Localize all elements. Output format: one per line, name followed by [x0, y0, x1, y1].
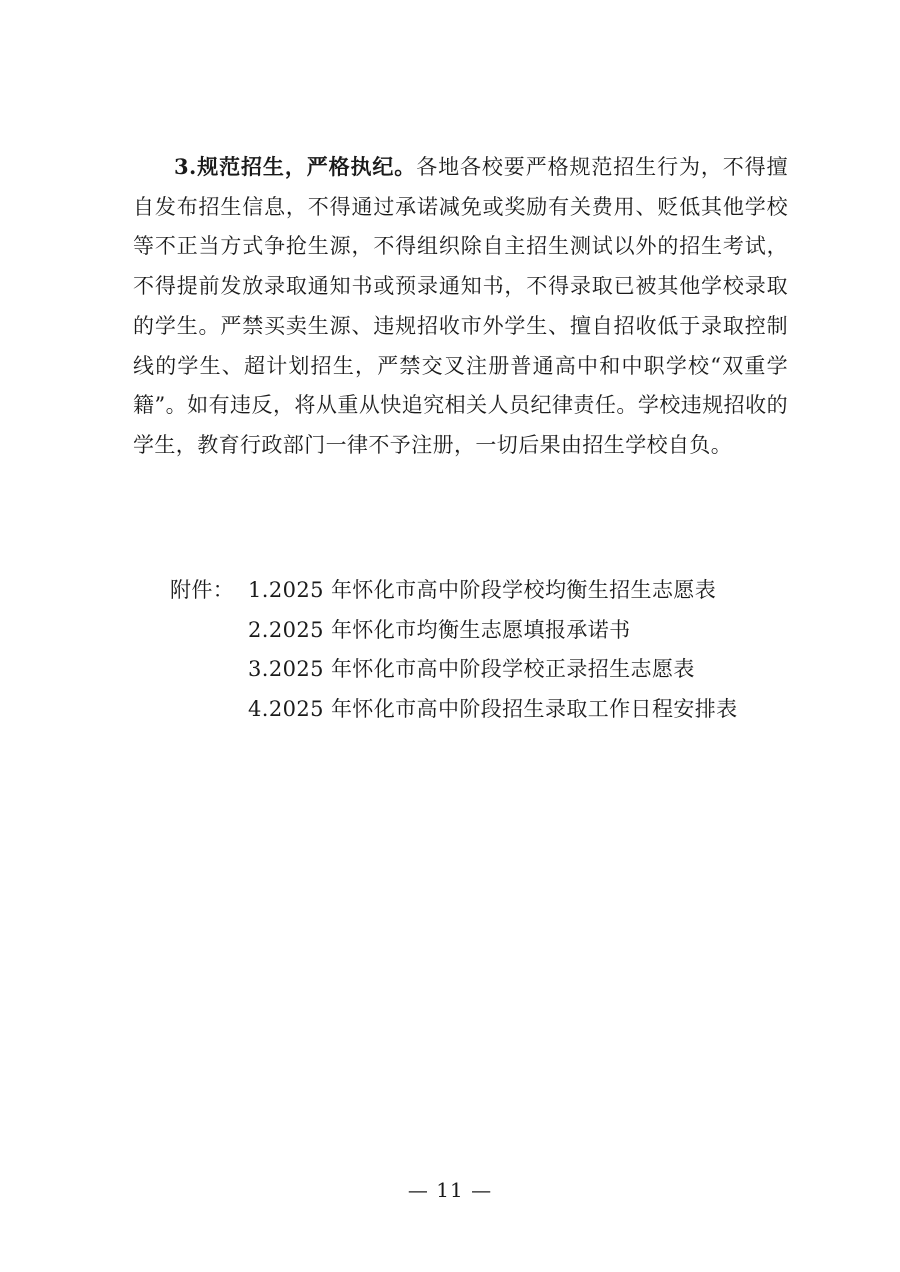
- regulation-paragraph: [133, 147, 788, 466]
- attachment-item-4: 4.2025 年怀化市高中阶段招生录取工作日程安排表: [248, 697, 738, 722]
- attachment-item-2: 2.2025 年怀化市均衡生志愿填报承诺书: [248, 617, 631, 642]
- attachment-row: [170, 650, 810, 690]
- attachment-row: [170, 611, 810, 651]
- page-number: — 11 —: [407, 1178, 493, 1202]
- attachment-item-1: 1.2025 年怀化市高中阶段学校均衡生招生志愿表: [248, 578, 717, 602]
- attachment-item-3: 3.2025 年怀化市高中阶段学校正录招生志愿表: [248, 657, 695, 682]
- paragraph-body: 各地各校要严格规范招生行为，不得擅自发布招生信息，不得通过承诺减免或奖励有关费用、贬低其他学校等不正当方式争抢生源，不得组织除自主招生测试以外的招生考试，不得提前发放录取通知书或预录通知书，不得录取已被其他学校录取的学生。严禁买卖生源、违规招收市外学生、擅自招收低于录取控制线的学生、超计划招生，严禁交叉注册普通高中和中职学校“双重学籍”。如有违反，将从重从快追究相关人员纪律责任。学校违规招收的学生，教育行政部门一律不予注册，一切后果由招生学校自负。: [133, 155, 788, 457]
- attachments-list: [170, 571, 810, 730]
- attachment-row: [170, 690, 810, 730]
- paragraph-heading: 3.规范招生，严格执纪。: [174, 154, 417, 179]
- attachments-label: 附件：: [170, 578, 235, 602]
- attachment-row: [170, 571, 810, 611]
